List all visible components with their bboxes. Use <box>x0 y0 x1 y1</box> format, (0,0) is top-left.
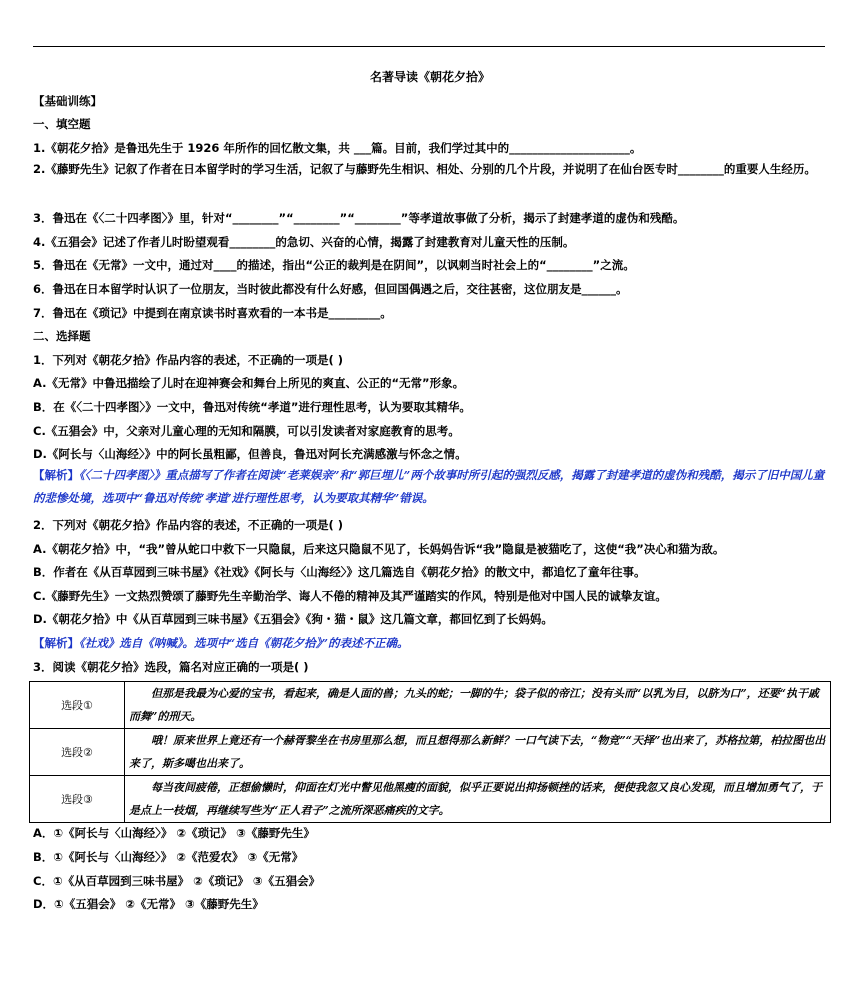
page-title: 名著导读《朝花夕拾》 <box>369 70 490 84</box>
q3-option-c: C．①《从百草园到三味书屋》 ②《琐记》 ③《五猖会》 <box>33 874 321 888</box>
q2-option-d: D.《朝花夕拾》中《从百草园到三味书屋》《五猖会》《狗・猫・鼠》这几篇文章，都回忆到了长妈妈。 <box>33 612 553 626</box>
passage-row <box>30 682 831 729</box>
passage-table <box>29 681 831 823</box>
fill-q3: 3．鲁迅在《〈二十四孝图〉》里，针对“________”“________”“________”等孝道故事做了分析，揭示了封建孝道的虚伪和残酷。 <box>33 211 685 225</box>
q1-analysis-text: 《〈二十四孝图〉》重点描写了作者在阅读“老莱娱亲”和“郭巨埋儿”两个故事时所引起的强烈反感，揭露了封建孝道的虚伪和残酷，揭示了旧中国儿童的悲惨处境，选项中“鲁迅对传统‘孝道’进行理性思考，认为要取其精华”错误。 <box>33 468 825 505</box>
passage-label: 选段① <box>30 682 125 729</box>
q2-analysis-text: 《社戏》选自《呐喊》。选项中“选自《朝花夕拾》”的表述不正确。 <box>79 636 409 650</box>
passage-label: 选段② <box>30 729 125 776</box>
q3-option-a: A．①《阿长与〈山海经〉》 ②《琐记》 ③《藤野先生》 <box>33 826 315 840</box>
fill-q4: 4.《五猖会》记述了作者儿时盼望观看________的急切、兴奋的心情，揭露了封建教育对儿童天性的压制。 <box>33 235 575 249</box>
header-rule <box>33 46 825 47</box>
q2-option-b: B．作者在《从百草园到三味书屋》《社戏》《阿长与〈山海经〉》这几篇选自《朝花夕拾》的散文中，都追忆了童年往事。 <box>33 565 646 579</box>
passage-text: 但那是我最为心爱的宝书，看起来，确是人面的兽；九头的蛇；一脚的牛；袋子似的帝江；没有头而“以乳为目，以脐为口”，还要“执干戚而舞”的刑天。 <box>125 682 831 729</box>
passage-row <box>30 776 831 823</box>
q2-analysis-tag: 【解析】 <box>33 636 79 650</box>
section-basic: 【基础训练】 <box>33 94 102 108</box>
q2-analysis <box>33 636 833 650</box>
q1-option-c: C.《五猖会》中，父亲对儿童心理的无知和隔膜，可以引发读者对家庭教育的思考。 <box>33 424 460 438</box>
q3-stem: 3．阅读《朝花夕拾》选段，篇名对应正确的一项是( ) <box>33 660 309 674</box>
fill-q2: 2.《藤野先生》记叙了作者在日本留学时的学习生活，记叙了与藤野先生相识、相处、分别的几个片段，并说明了在仙台医专时________的重要人生经历。 <box>33 162 816 176</box>
passage-text: 每当夜间疲倦，正想偷懒时，仰面在灯光中瞥见他黑瘦的面貌，似乎正要说出抑扬顿挫的话来，便使我忽又良心发现，而且增加勇气了，于是点上一枝烟，再继续写些为“正人君子”之流所深恶痛疾的文字。 <box>125 776 831 823</box>
q1-stem: 1．下列对《朝花夕拾》作品内容的表述，不正确的一项是( ) <box>33 353 344 367</box>
q1-option-a: A.《无常》中鲁迅描绘了儿时在迎神赛会和舞台上所见的爽直、公正的“无常”形象。 <box>33 376 465 390</box>
fill-q6: 6．鲁迅在日本留学时认识了一位朋友，当时彼此都没有什么好感，但回国偶遇之后，交往甚密，这位朋友是______。 <box>33 282 628 296</box>
q2-option-c: C.《藤野先生》一文热烈赞颂了藤野先生辛勤治学、诲人不倦的精神及其严谨踏实的作风，特别是他对中国人民的诚挚友谊。 <box>33 589 667 603</box>
q3-option-d: D．①《五猖会》 ②《无常》 ③《藤野先生》 <box>33 897 264 911</box>
q1-analysis <box>33 464 833 510</box>
q3-option-b: B．①《阿长与〈山海经〉》 ②《范爱农》 ③《无常》 <box>33 850 304 864</box>
fill-q1: 1.《朝花夕拾》是鲁迅先生于 1926 年所作的回忆散文集，共 ___篇。目前，我们学过其中的_____________________。 <box>33 141 642 155</box>
passage-label: 选段③ <box>30 776 125 823</box>
q1-option-b: B．在《〈二十四孝图〉》一文中，鲁迅对传统“孝道”进行理性思考，认为要取其精华。 <box>33 400 471 414</box>
passage-text: 哦！原来世界上竟还有一个赫胥黎坐在书房里那么想，而且想得那么新鲜？一口气读下去，“物竞”“天择”也出来了，苏格拉第，柏拉图也出来了，斯多噶也出来了。 <box>125 729 831 776</box>
fill-q7: 7．鲁迅在《琐记》中提到在南京读书时喜欢看的一本书是_________。 <box>33 306 392 320</box>
q1-analysis-tag: 【解析】 <box>33 468 79 482</box>
part2-heading: 二、选择题 <box>33 329 91 343</box>
q2-stem: 2．下列对《朝花夕拾》作品内容的表述，不正确的一项是( ) <box>33 518 344 532</box>
fill-q5: 5．鲁迅在《无常》一文中，通过对____的描述，指出“公正的裁判是在阴间”，以讽刺当时社会上的“________”之流。 <box>33 258 635 272</box>
q2-option-a: A.《朝花夕拾》中，“我”曾从蛇口中救下一只隐鼠，后来这只隐鼠不见了，长妈妈告诉“我”隐鼠是被猫吃了，这使“我”决心和猫为敌。 <box>33 542 725 556</box>
part1-heading: 一、填空题 <box>33 117 91 131</box>
passage-row <box>30 729 831 776</box>
q1-option-d: D.《阿长与〈山海经〉》中的阿长虽粗鄙，但善良，鲁迅对阿长充满感激与怀念之情。 <box>33 447 467 461</box>
